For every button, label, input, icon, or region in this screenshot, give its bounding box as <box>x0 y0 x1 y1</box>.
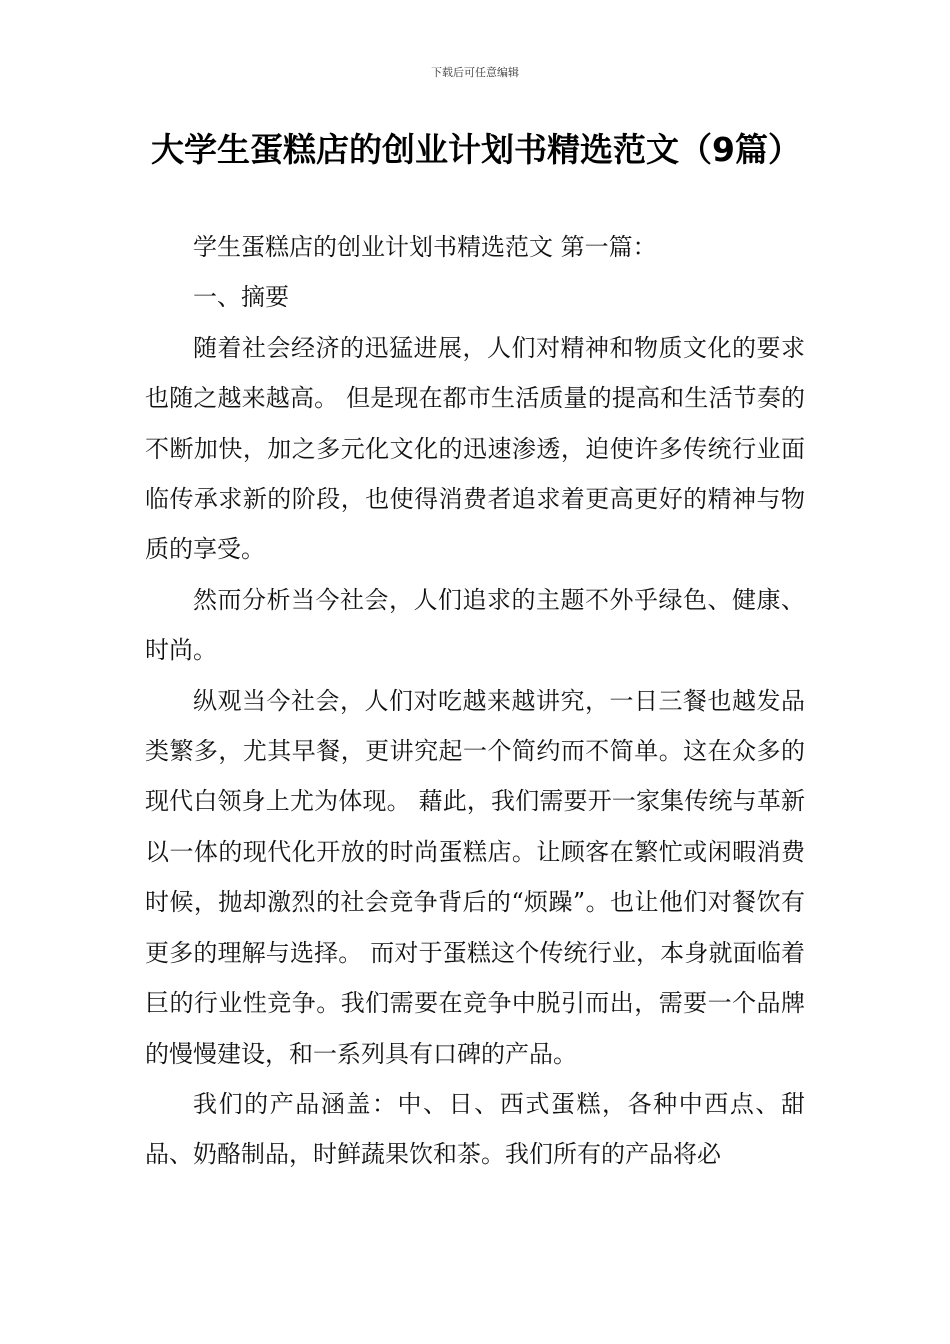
paragraph: 然而分析当今社会，人们追求的主题不外乎绿色、健康、时尚。 <box>145 585 805 665</box>
paragraph-summary-heading: 一、摘要 <box>193 283 289 312</box>
header-note: 下载后可任意编辑 <box>431 66 519 79</box>
document-body <box>145 222 805 1180</box>
document-title: 大学生蛋糕店的创业计划书精选范文（9篇） <box>151 130 801 169</box>
paragraph-section-heading: 学生蛋糕店的创业计划书精选范文 第一篇： <box>193 233 657 261</box>
paragraph: 随着社会经济的迅猛进展，人们对精神和物质文化的要求也随之越来越高。 但是现在都市生活质量的提高和生活节奏的不断加快，加之多元化文化的迅速渗透，迫使许多传统行业面临传承求新的阶段，也使得消费者追求着更高更好的精神与物质的享受。 <box>145 333 805 564</box>
paragraph: 我们的产品涵盖：中、日、西式蛋糕，各种中西点、甜品、奶酪制品，时鲜蔬果饮和茶。我们所有的产品将必 <box>145 1089 805 1169</box>
paragraph: 纵观当今社会，人们对吃越来越讲究，一日三餐也越发品类繁多，尤其早餐，更讲究起一个简约而不简单。这在众多的现代白领身上尤为体现。 藉此，我们需要开一家集传统与革新以一体的现代化开放的时尚蛋糕店。让顾客在繁忙或闲暇消费时候，抛却激烈的社会竞争背后的“烦躁”。也让他们对餐饮有更多的理解与选择。 而对于蛋糕这个传统行业，本身就面临着巨的行业性竞争。我们需要在竞争中脱引而出，需要一个品牌的慢慢建设，和一系列具有口碑的产品。 <box>145 686 805 1068</box>
